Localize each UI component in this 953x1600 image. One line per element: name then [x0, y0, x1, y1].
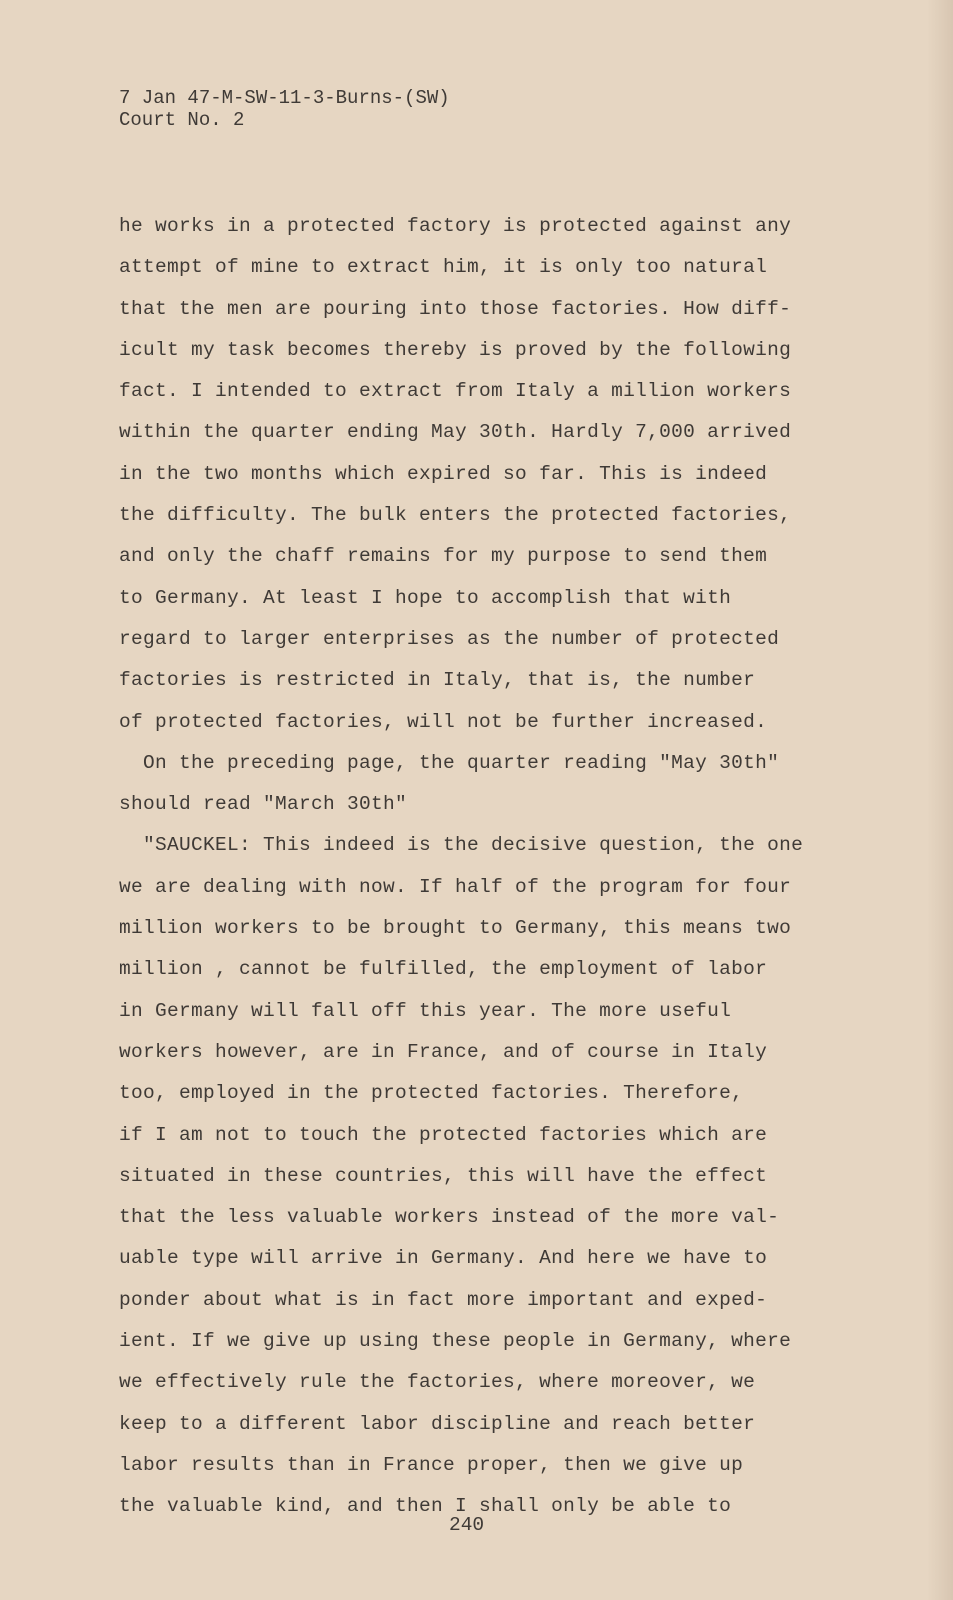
text-line: too, employed in the protected factories. Therefore, — [119, 1082, 744, 1105]
header-reference-line: 7 Jan 47-M-SW-11-3-Burns-(SW) — [119, 87, 450, 109]
header-court-line: Court No. 2 — [119, 109, 245, 131]
text-line: of protected factories, will not be further increased. — [119, 710, 768, 733]
text-line: the valuable kind, and then I shall only be able to — [119, 1495, 732, 1518]
text-line: situated in these countries, this will have the effect — [119, 1164, 768, 1187]
text-line: ponder about what is in fact more important and exped- — [119, 1288, 768, 1311]
text-line: in the two months which expired so far. This is indeed — [119, 462, 768, 485]
text-line: if I am not to touch the protected factories which are — [119, 1123, 768, 1146]
text-line: we are dealing with now. If half of the program for four — [119, 875, 792, 898]
text-line: and only the chaff remains for my purpose to send them — [119, 545, 768, 568]
text-line: On the preceding page, the quarter reading "May 30th" — [119, 751, 780, 774]
text-line: we effectively rule the factories, where moreover, we — [119, 1371, 756, 1394]
text-line: ient. If we give up using these people in Germany, where — [119, 1330, 792, 1353]
page-number: 240 — [449, 1514, 485, 1536]
text-line: icult my task becomes thereby is proved by the following — [119, 338, 792, 361]
text-line: in Germany will fall off this year. The more useful — [119, 999, 732, 1022]
text-line: "SAUCKEL: This indeed is the decisive question, the one — [119, 834, 804, 857]
text-line: that the less valuable workers instead of the more val- — [119, 1206, 780, 1229]
text-line: that the men are pouring into those factories. How diff- — [119, 297, 792, 320]
text-line: he works in a protected factory is protected against any — [119, 215, 792, 237]
text-line: keep to a different labor discipline and reach better — [119, 1412, 756, 1435]
paper-edge-shadow — [927, 0, 953, 1600]
text-line: factories is restricted in Italy, that is, the number — [119, 669, 756, 692]
text-line: should read "March 30th" — [119, 793, 408, 816]
text-line: within the quarter ending May 30th. Hardly 7,000 arrived — [119, 421, 792, 444]
text-line: million workers to be brought to Germany, this means two — [119, 917, 792, 940]
text-line: million , cannot be fulfilled, the employment of labor — [119, 958, 768, 981]
text-line: fact. I intended to extract from Italy a million workers — [119, 380, 792, 403]
text-line: regard to larger enterprises as the number of protected — [119, 627, 780, 650]
text-line: workers however, are in France, and of course in Italy — [119, 1040, 768, 1063]
body-text — [119, 206, 919, 1528]
text-line: to Germany. At least I hope to accomplish that with — [119, 586, 732, 609]
text-line: labor results than in France proper, then we give up — [119, 1453, 744, 1476]
text-line: the difficulty. The bulk enters the protected factories, — [119, 504, 792, 527]
document-header — [119, 87, 450, 131]
text-line: attempt of mine to extract him, it is only too natural — [119, 256, 768, 279]
text-line: uable type will arrive in Germany. And here we have to — [119, 1247, 768, 1270]
